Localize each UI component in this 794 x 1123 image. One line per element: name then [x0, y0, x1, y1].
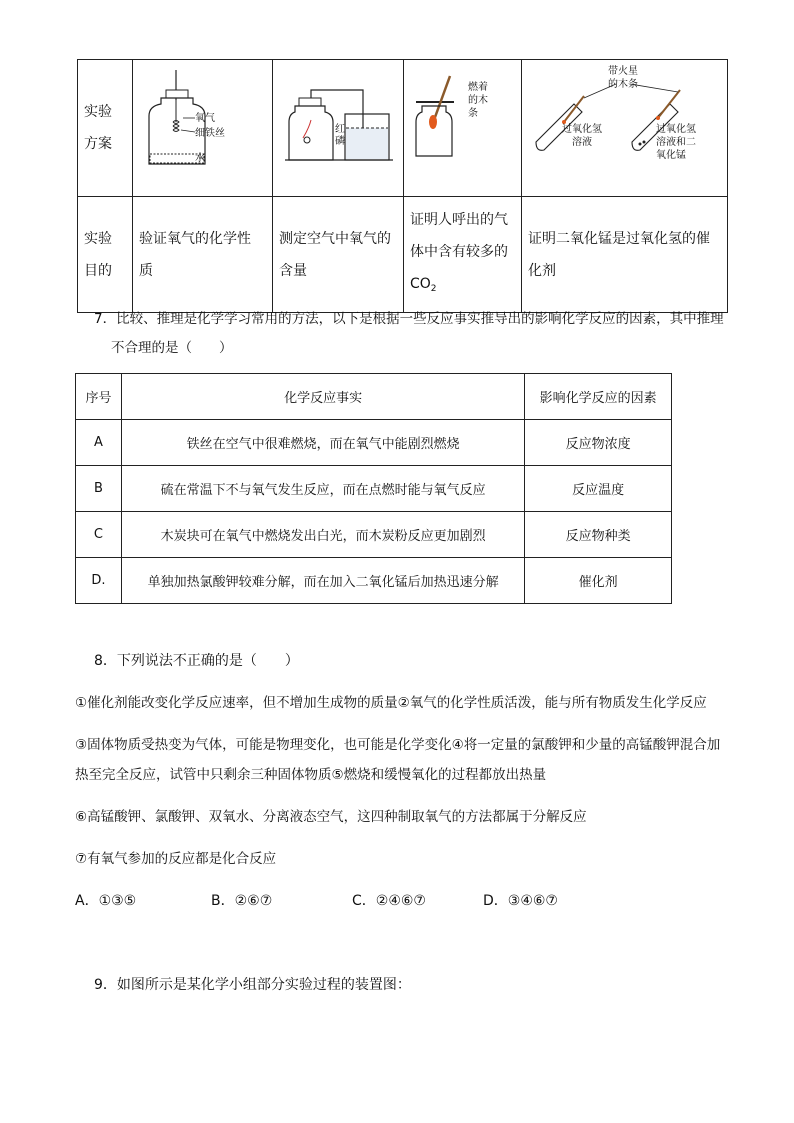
figure-cell-catalyst: [522, 60, 728, 197]
row-id: D.: [76, 558, 122, 604]
q8-option-b: B．②⑥⑦: [211, 893, 273, 909]
q8-line5: ⑦有氧气参加的反应都是化合反应: [75, 851, 277, 867]
q8-option-a: A．①③⑤: [75, 893, 137, 909]
header-factor: 影响化学反应的因素: [525, 374, 672, 420]
row-id: C: [76, 512, 122, 558]
red-phosphorus-figure: [273, 60, 403, 184]
label-oxygen: 氧气: [195, 113, 215, 124]
label-water: 水: [195, 153, 205, 164]
row-fact: 铁丝在空气中很难燃烧，而在氧气中能剧烈燃烧: [121, 420, 524, 466]
label-glowing: 带火星: [608, 66, 638, 77]
q8-line2: ③固体物质受热变为气体，可能是物理变化，也可能是化学变化④将一定量的氯酸钾和少量的高锰酸钾混合加: [75, 737, 721, 753]
label-solution-a: 溶液: [572, 137, 592, 148]
q8-line3: 热至完全反应，试管中只剩余三种固体物质⑤燃烧和缓慢氧化的过程都放出热量: [75, 767, 547, 783]
burning-stick-figure: [404, 60, 521, 184]
q8-line1: ①催化剂能改变化学反应速率，但不增加生成物的质量②氧气的化学性质活泼，能与所有物质发生化学反应: [75, 695, 707, 711]
label-phosphorus: 磷: [335, 136, 345, 147]
q9-stem: 9．如图所示是某化学小组部分实验过程的装置图：: [94, 977, 411, 993]
label-wood-stick: 的木条: [608, 79, 638, 90]
header-fact: 化学反应事实: [121, 374, 524, 420]
row-factor: 反应物浓度: [525, 420, 672, 466]
iron-wire-combustion-figure: [133, 60, 272, 184]
table-row: [76, 420, 672, 466]
figure-cell-burning-stick: [404, 60, 522, 197]
row-label-purpose: 实验目的: [78, 197, 133, 313]
q7-stem-line2: 不合理的是（ ）: [111, 340, 233, 356]
label-solution-and: 溶液和二: [656, 137, 696, 148]
purpose-2: 测定空气中氧气的含量: [273, 197, 404, 313]
row-factor: 反应温度: [525, 466, 672, 512]
catalyst-test-figure: [522, 60, 727, 184]
label-burning: 燃着: [468, 82, 488, 93]
q8-option-d: D．③④⑥⑦: [483, 893, 558, 909]
q8-line4: ⑥高锰酸钾、氯酸钾、双氧水、分离液态空气，这四种制取氧气的方法都属于分解反应: [75, 809, 587, 825]
figure-cell-iron-wire: [133, 60, 273, 197]
figure-cell-red-phosphorus: [273, 60, 404, 197]
purpose-4: 证明二氧化锰是过氧化氢的催化剂: [522, 197, 728, 313]
label-red: 红: [335, 124, 345, 135]
label-mno2: 氧化锰: [656, 150, 686, 161]
experiment-table: [77, 59, 728, 313]
q8-option-c: C．②④⑥⑦: [352, 893, 426, 909]
table-row: [76, 558, 672, 604]
row-factor: 催化剂: [525, 558, 672, 604]
row-factor: 反应物种类: [525, 512, 672, 558]
row-fact: 单独加热氯酸钾较难分解，而在加入二氧化锰后加热迅速分解: [121, 558, 524, 604]
purpose-1: 验证氧气的化学性质: [133, 197, 273, 313]
table-row: [76, 512, 672, 558]
row-id: B: [76, 466, 122, 512]
q8-stem: 8．下列说法不正确的是（ ）: [94, 653, 299, 669]
row-id: A: [76, 420, 122, 466]
row-label-scheme: 实验方案: [78, 60, 133, 197]
reaction-factors-table: [75, 373, 672, 604]
purpose-3: 证明人呼出的气体中含有较多的 $CO_2$: [404, 197, 522, 313]
row-fact: 木炭块可在氧气中燃烧发出白光，而木炭粉反应更加剧烈: [121, 512, 524, 558]
label-h2o2-a: 过氧化氢: [562, 124, 602, 135]
label-iron-wire: 细铁丝: [195, 128, 225, 139]
table-row: [76, 466, 672, 512]
label-stick: 条: [468, 108, 478, 119]
q7-stem-line1: 7．比较、推理是化学学习常用的方法，以下是根据一些反应事实推导出的影响化学反应的因素，其中推理: [94, 311, 724, 327]
row-fact: 硫在常温下不与氧气发生反应，而在点燃时能与氧气反应: [121, 466, 524, 512]
header-index: 序号: [76, 374, 122, 420]
label-h2o2-b: 过氧化氢: [656, 124, 696, 135]
label-of-wood: 的木: [468, 95, 488, 106]
